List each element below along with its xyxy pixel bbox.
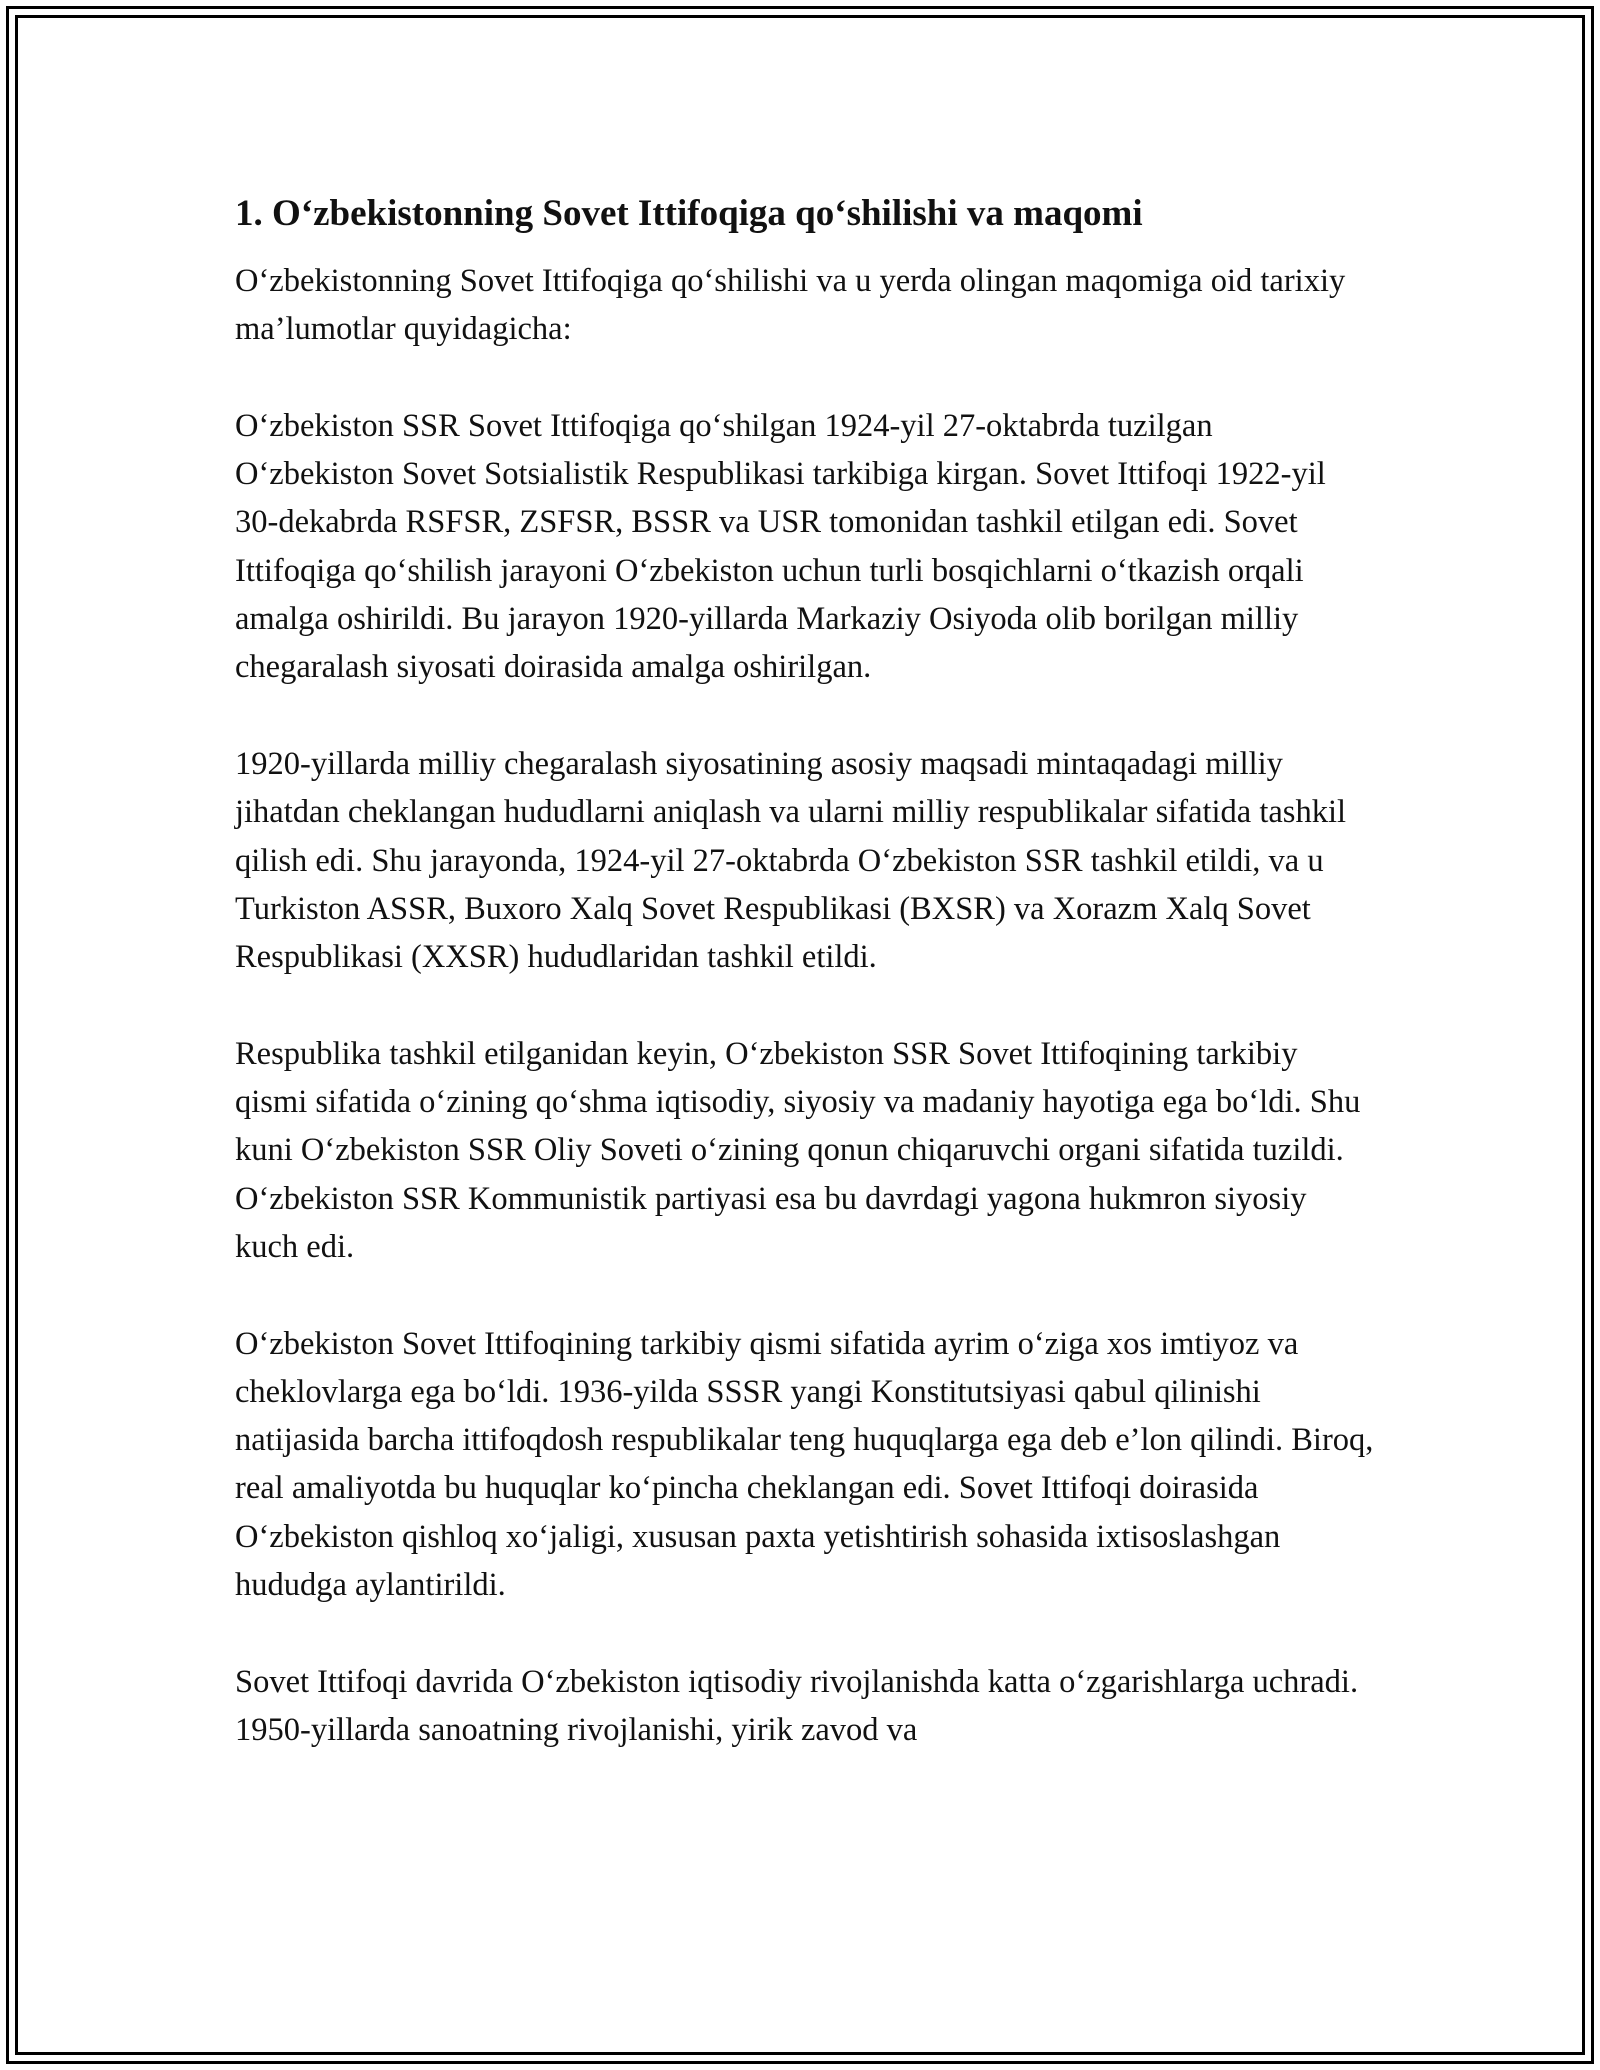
paragraph-economic-development: Sovet Ittifoqi davrida O‘zbekiston iqtisodiy rivojlanishda katta o‘zgarishlarga uchradi. 1950-yillarda sanoatning rivojlanishi, yirik zavod va bbox=[235, 1663, 1359, 1748]
paragraph-republic-formation: Respublika tashkil etilganidan keyin, O‘zbekiston SSR Sovet Ittifoqining tarkibiy qismi sifatida o‘zining qo‘shma iqtisodiy, siyosiy va madaniy hayotiga ega bo‘ldi. Shu kuni O‘zbekiston SSR Oliy Soveti o‘zining qonun chiqaruvchi organi sifatida tuzildi. O‘zbekiston SSR Kommunistik partiyasi esa bu davrdagi yagona hukmron siyosiy kuch edi. bbox=[235, 1035, 1361, 1265]
paragraph-privileges-restrictions: O‘zbekiston Sovet Ittifoqining tarkibiy qismi sifatida ayrim o‘ziga xos imtiyoz va cheklovlarga ega bo‘ldi. 1936-yilda SSSR yangi Konstitutsiyasi qabul qilinishi natijasida barcha ittifoqdosh respublikalar teng huquqlarga ega deb e’lon qilindi. Biroq, real amaliyotda bu huquqlar ko‘pincha cheklangan edi. Sovet Ittifoqi doirasida O‘zbekiston qishloq xo‘jaligi, xususan paxta yetishtirish sohasida ixtisoslashgan hududga aylantirildi. bbox=[235, 1325, 1374, 1604]
section-heading: 1. O‘zbekistonning Sovet Ittifoqiga qo‘shilishi va maqomi bbox=[235, 193, 1143, 234]
paragraph-intro: O‘zbekistonning Sovet Ittifoqiga qo‘shilishi va u yerda olingan maqomiga oid tarixiy ma’lumotlar quyidagicha: bbox=[235, 263, 1346, 348]
paragraph-national-delimitation: 1920-yillarda milliy chegaralash siyosatining asosiy maqsadi mintaqadagi milliy jihatdan cheklangan hududlarni aniqlash va ularni milliy respublikalar sifatida tashkil qilish edi. Shu jarayonda, 1924-yil 27-oktabrda O‘zbekiston SSR tashkil etildi, va u Turkiston ASSR, Buxoro Xalq Sovet Respublikasi (BXSR) va Xorazm Xalq Sovet Respublikasi (XXSR) hududlaridan tashkil etildi. bbox=[235, 745, 1347, 976]
paragraph-ssr-joining: O‘zbekiston SSR Sovet Ittifoqiga qo‘shilgan 1924-yil 27-oktabrda tuzilgan O‘zbekiston Sovet Sotsialistik Respublikasi tarkibiga kirgan. Sovet Ittifoqi 1922-yil 30-dekabrda RSFSR, ZSFSR, BSSR va USR tomonidan tashkil etilgan edi. Sovet Ittifoqiga qo‘shilish jarayoni O‘zbekiston uchun turli bosqichlarni o‘tkazish orqali amalga oshirildi. Bu jarayon 1920-yillarda Markaziy Osiyoda olib borilgan milliy chegaralash siyosati doirasida amalga oshirilgan. bbox=[235, 407, 1326, 686]
document-body bbox=[235, 185, 1375, 1754]
